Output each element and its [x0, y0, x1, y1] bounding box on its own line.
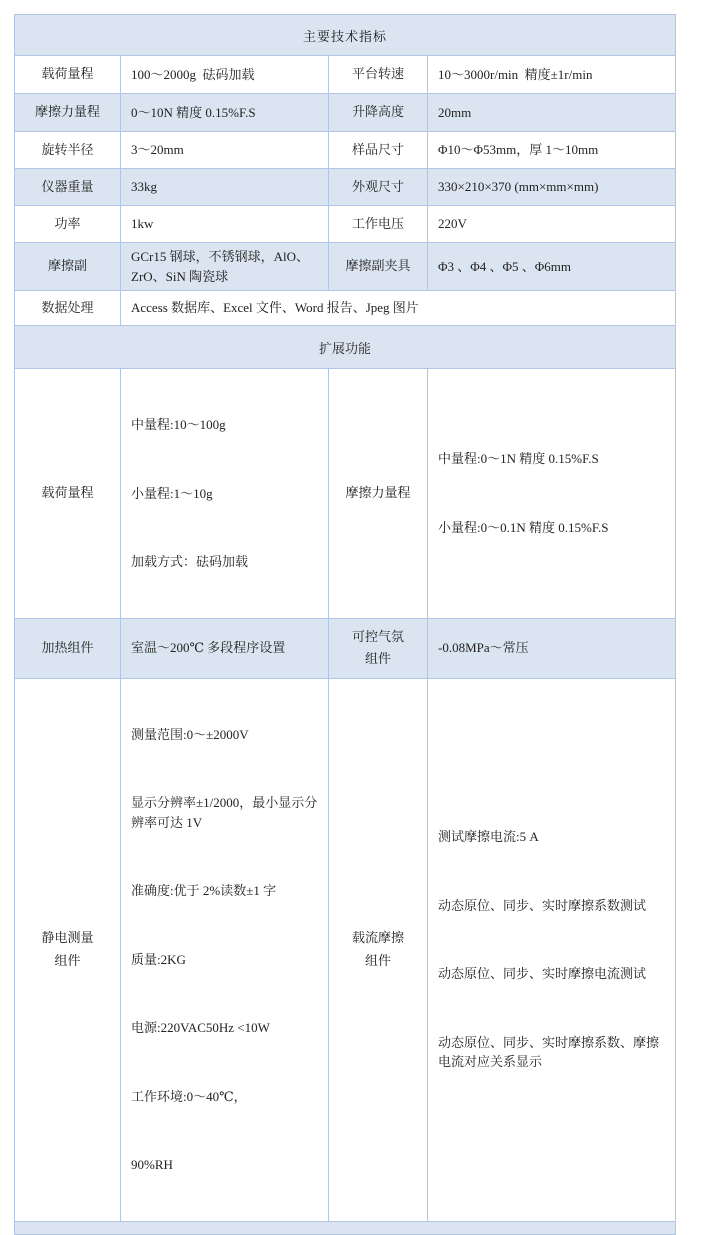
spec-label: 载荷量程 — [15, 56, 121, 94]
table-row — [15, 326, 676, 369]
spec-value — [428, 369, 676, 619]
spec-value: 100～2000g 砝码加载 — [121, 56, 329, 94]
spec-label-line: 静电测量 — [41, 930, 94, 946]
spec-label: 加热组件 — [15, 618, 121, 678]
spec-table — [14, 14, 676, 1235]
table-row — [15, 169, 676, 206]
spec-value-line: 小量程:1～10g — [131, 485, 213, 501]
spec-value: -0.08MPa～常压 — [428, 618, 676, 678]
spec-value-line: 准确度:优于 2%读数±1 字 — [131, 883, 277, 898]
spec-value: Φ10～Φ53mm，厚 1～10mm — [428, 132, 676, 169]
spec-value-line: 测试摩擦电流:5 A — [438, 829, 539, 845]
spec-value: 1kw — [121, 206, 329, 243]
spec-value: GCr15 钢球，不锈钢球，AlO、ZrO、SiN 陶瓷球 — [121, 243, 329, 291]
spec-value — [121, 369, 329, 619]
spec-label: 摩擦副夹具 — [329, 243, 428, 291]
spec-value-line: 测量范围:0～±2000V — [131, 726, 249, 742]
spec-value: Φ3 、Φ4 、Φ5 、Φ6mm — [428, 243, 676, 291]
spec-label: 工作电压 — [329, 206, 428, 243]
table-row — [15, 206, 676, 243]
spec-label: 摩擦力量程 — [329, 369, 428, 619]
spec-table-container — [14, 14, 675, 1235]
spec-value-line: 动态原位、同步、实时摩擦系数、摩擦电流对应关系显示 — [438, 1034, 660, 1070]
table-row — [15, 369, 676, 619]
table-row — [15, 291, 676, 326]
table-row-partial — [15, 1221, 676, 1234]
table-row — [15, 132, 676, 169]
spec-value-line: 质量:2KG — [131, 951, 186, 967]
spec-label: 功率 — [15, 206, 121, 243]
section-title: 扩展功能 — [15, 326, 676, 369]
spec-value-line: 90%RH — [131, 1157, 173, 1172]
spec-value: 20mm — [428, 94, 676, 132]
spec-label — [15, 678, 121, 1221]
partial-row-cell — [15, 1221, 676, 1234]
spec-label — [329, 678, 428, 1221]
table-row — [15, 56, 676, 94]
spec-label: 外观尺寸 — [329, 169, 428, 206]
spec-value-line: 显示分辨率±1/2000，最小显示分辨率可达 1V — [131, 795, 318, 830]
spec-value: 3～20mm — [121, 132, 329, 169]
spec-value-line: 中量程:10～100g — [131, 417, 226, 432]
spec-value — [121, 678, 329, 1221]
table-row — [15, 243, 676, 291]
spec-label-line: 载流摩擦 — [351, 930, 404, 946]
spec-label: 平台转速 — [329, 56, 428, 94]
spec-label: 升降高度 — [329, 94, 428, 132]
spec-value: 33kg — [121, 169, 329, 206]
spec-value: 330×210×370 (mm×mm×mm) — [428, 169, 676, 206]
spec-value-line: 电源:220VAC50Hz <10W — [131, 1020, 270, 1035]
spec-label-line: 组件 — [54, 952, 81, 968]
spec-value-line: 动态原位、同步、实时摩擦电流测试 — [438, 966, 647, 982]
spec-label: 摩擦力量程 — [15, 94, 121, 132]
spec-label — [329, 618, 428, 678]
table-row — [15, 15, 676, 56]
spec-value: 室温～200℃ 多段程序设置 — [121, 618, 329, 678]
spec-label: 载荷量程 — [15, 369, 121, 619]
spec-label: 数据处理 — [15, 291, 121, 326]
spec-value: 220V — [428, 206, 676, 243]
spec-label: 旋转半径 — [15, 132, 121, 169]
spec-value: 0～10N 精度 0.15%F.S — [121, 94, 329, 132]
spec-value-line: 动态原位、同步、实时摩擦系数测试 — [438, 897, 647, 913]
spec-label: 仪器重量 — [15, 169, 121, 206]
spec-value: 10～3000r/min 精度±1r/min — [428, 56, 676, 94]
spec-value-line: 中量程:0～1N 精度 0.15%F.S — [438, 451, 599, 467]
spec-value-line: 加载方式：砝码加载 — [131, 554, 249, 569]
spec-value — [428, 678, 676, 1221]
spec-value-line: 小量程:0～0.1N 精度 0.15%F.S — [438, 519, 609, 535]
table-row — [15, 678, 676, 1221]
spec-label-line: 可控气氛 — [351, 628, 404, 644]
spec-label: 样品尺寸 — [329, 132, 428, 169]
spec-value: Access 数据库、Excel 文件、Word 报告、Jpeg 图片 — [121, 291, 676, 326]
table-row — [15, 618, 676, 678]
table-row — [15, 94, 676, 132]
spec-label: 摩擦副 — [15, 243, 121, 291]
spec-value-line: 工作环境:0～40℃， — [131, 1088, 247, 1104]
table-title: 主要技术指标 — [15, 15, 676, 56]
spec-label-line: 组件 — [364, 651, 391, 666]
spec-label-line: 组件 — [364, 952, 391, 968]
